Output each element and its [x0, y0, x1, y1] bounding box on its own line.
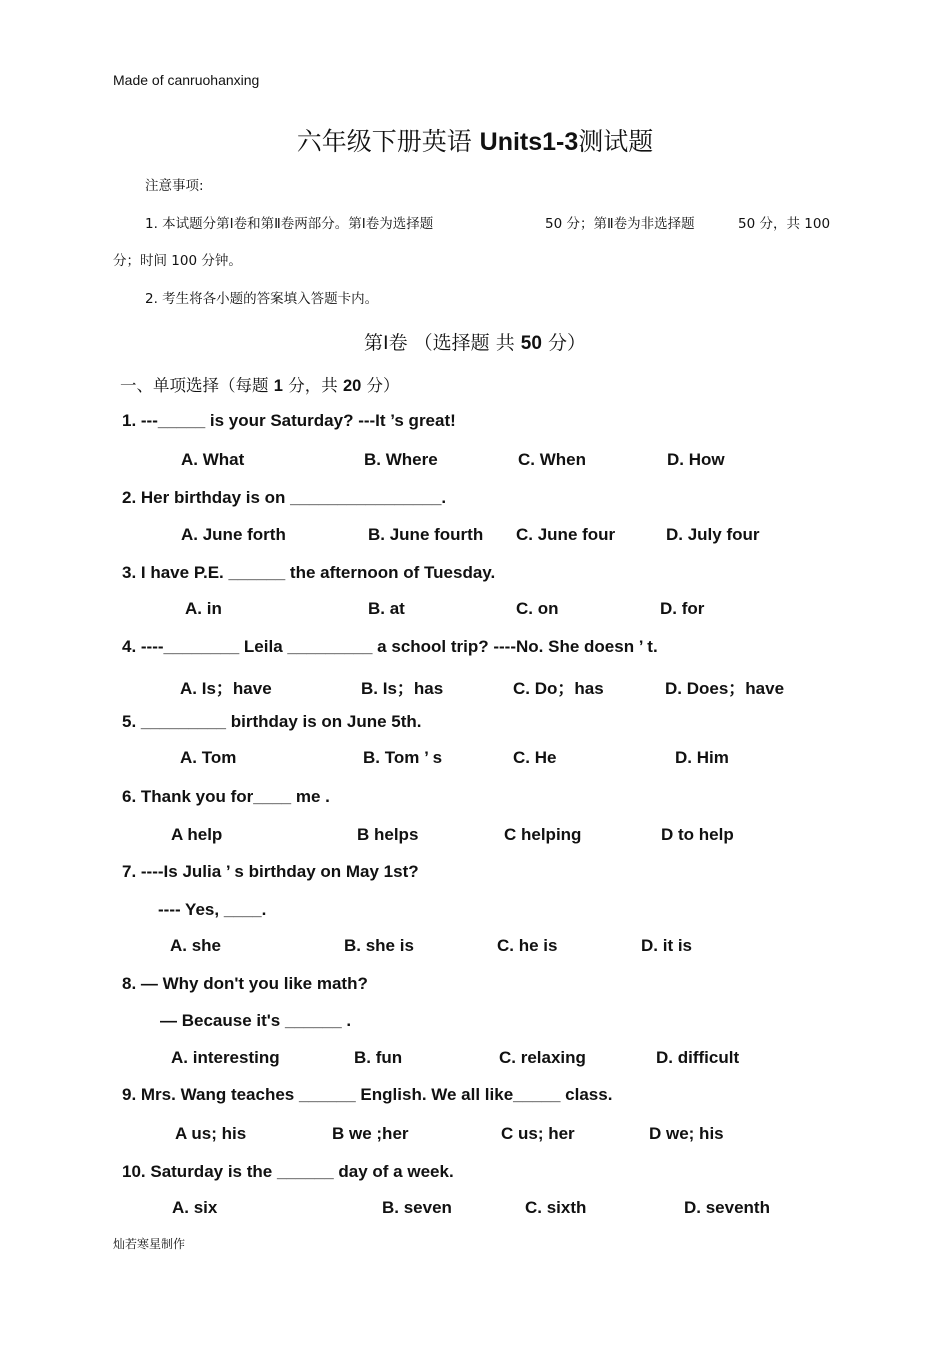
- question-2-option-a: A. June forth: [181, 525, 286, 544]
- question-5-option-a: A. Tom: [180, 748, 237, 767]
- section-title-cn-a: 第Ⅰ卷 （选择题 共: [364, 332, 515, 354]
- question-5-option-b: B. Tom ’ s: [363, 748, 443, 767]
- question-3-option-c: C. on: [516, 599, 559, 618]
- notes-heading: 注意事项:: [145, 178, 204, 194]
- question-7-stem: 7. ----Is Julia ’ s birthday on May 1st?: [122, 862, 419, 881]
- question-8-option-b: B. fun: [354, 1048, 403, 1067]
- question-1-option-b: B. Where: [364, 450, 438, 469]
- question-6-option-a: A help: [171, 825, 223, 844]
- question-8-answer-line: — Because it's ______ .: [160, 1011, 352, 1030]
- question-5-option-c: C. He: [513, 748, 557, 767]
- question-6-stem: 6. Thank you for____ me .: [122, 787, 330, 806]
- question-3-stem: 3. I have P.E. ______ the afternoon of Tuesday.: [122, 563, 496, 582]
- question-8-option-c: C. relaxing: [499, 1048, 586, 1067]
- question-6-option-d: D to help: [661, 825, 734, 844]
- question-9-stem: 9. Mrs. Wang teaches ______ English. We all like_____ class.: [122, 1085, 613, 1104]
- question-2-stem: 2. Her birthday is on ________________.: [122, 488, 447, 507]
- question-2-option-b: B. June fourth: [368, 525, 484, 544]
- question-5-option-d: D. Him: [675, 748, 729, 767]
- question-1-stem: 1. ---_____ is your Saturday? ---It ’s great!: [122, 411, 456, 430]
- page-title: [0, 122, 950, 158]
- note-2: 2. 考生将各小题的答案填入答题卡内。: [145, 291, 379, 307]
- part-heading-cn-c: 分）: [366, 376, 400, 395]
- question-4-stem: 4. ----________ Leila _________ a school trip? ----No. She doesn ’ t.: [122, 637, 658, 656]
- question-9-option-d: D we; his: [649, 1124, 724, 1143]
- question-7-option-b: B. she is: [344, 936, 414, 955]
- question-7-answer-line: ---- Yes, ____.: [158, 900, 267, 919]
- question-4-option-d: D. Does；have: [665, 679, 785, 698]
- part-heading-cn-b: 分，共: [288, 376, 338, 395]
- title-cn-prefix: 六年级下册英语: [296, 127, 472, 156]
- title-cn-suffix: 测试题: [578, 127, 654, 156]
- question-4-option-b: B. Is；has: [361, 679, 444, 698]
- question-1-option-a: A. What: [181, 450, 245, 469]
- question-6-option-c: C helping: [504, 825, 582, 844]
- question-10-option-d: D. seventh: [684, 1198, 770, 1217]
- question-3-option-d: D. for: [660, 599, 705, 618]
- question-2-option-d: D. July four: [666, 525, 760, 544]
- question-3-option-a: A. in: [185, 599, 222, 618]
- section-title-cn-b: 分）: [547, 332, 586, 354]
- question-10-option-c: C. sixth: [525, 1198, 587, 1217]
- question-10-stem: 10. Saturday is the ______ day of a week.: [122, 1162, 454, 1181]
- section-title-num: 50: [520, 333, 542, 354]
- question-8-option-a: A. interesting: [171, 1048, 280, 1067]
- section-title: [0, 328, 950, 355]
- header-note: Made of canruohanxing: [113, 72, 260, 88]
- question-2-option-c: C. June four: [516, 525, 616, 544]
- note-1-line-1a: 1. 本试题分第Ⅰ卷和第Ⅱ卷两部分。第Ⅰ卷为选择题: [145, 216, 434, 232]
- note-1-line-2: 分；时间 100 分钟。: [113, 253, 242, 269]
- question-6-option-b: B helps: [357, 825, 419, 844]
- question-3-option-b: B. at: [368, 599, 405, 618]
- question-10-option-a: A. six: [172, 1198, 218, 1217]
- note-1-line-1c: 50 分，共 100: [738, 216, 831, 232]
- question-4-option-a: A. Is；have: [180, 679, 272, 698]
- part-heading-n2: 20: [342, 377, 362, 395]
- question-8-option-d: D. difficult: [656, 1048, 740, 1067]
- title-en: Units1-3: [479, 128, 579, 156]
- footer-note: 灿若寒星制作: [113, 1237, 186, 1251]
- question-9-option-a: A us; his: [175, 1124, 247, 1143]
- question-7-option-d: D. it is: [641, 936, 693, 955]
- part-heading-n1: 1: [273, 377, 283, 395]
- question-9-option-c: C us; her: [501, 1124, 575, 1143]
- question-8-stem: 8. — Why don't you like math?: [122, 974, 368, 993]
- question-7-option-c: C. he is: [497, 936, 558, 955]
- part-heading: [120, 372, 400, 396]
- question-7-option-a: A. she: [170, 936, 222, 955]
- question-1-option-d: D. How: [667, 450, 725, 469]
- question-1-option-c: C. When: [518, 450, 586, 469]
- part-heading-cn-a: 一、单项选择（每题: [120, 376, 269, 395]
- question-9-option-b: B we ;her: [332, 1124, 409, 1143]
- note-1-line-1b: 50 分；第Ⅱ卷为非选择题: [545, 216, 695, 232]
- question-5-stem: 5. _________ birthday is on June 5th.: [122, 712, 422, 731]
- question-4-option-c: C. Do；has: [513, 679, 604, 698]
- question-10-option-b: B. seven: [382, 1198, 452, 1217]
